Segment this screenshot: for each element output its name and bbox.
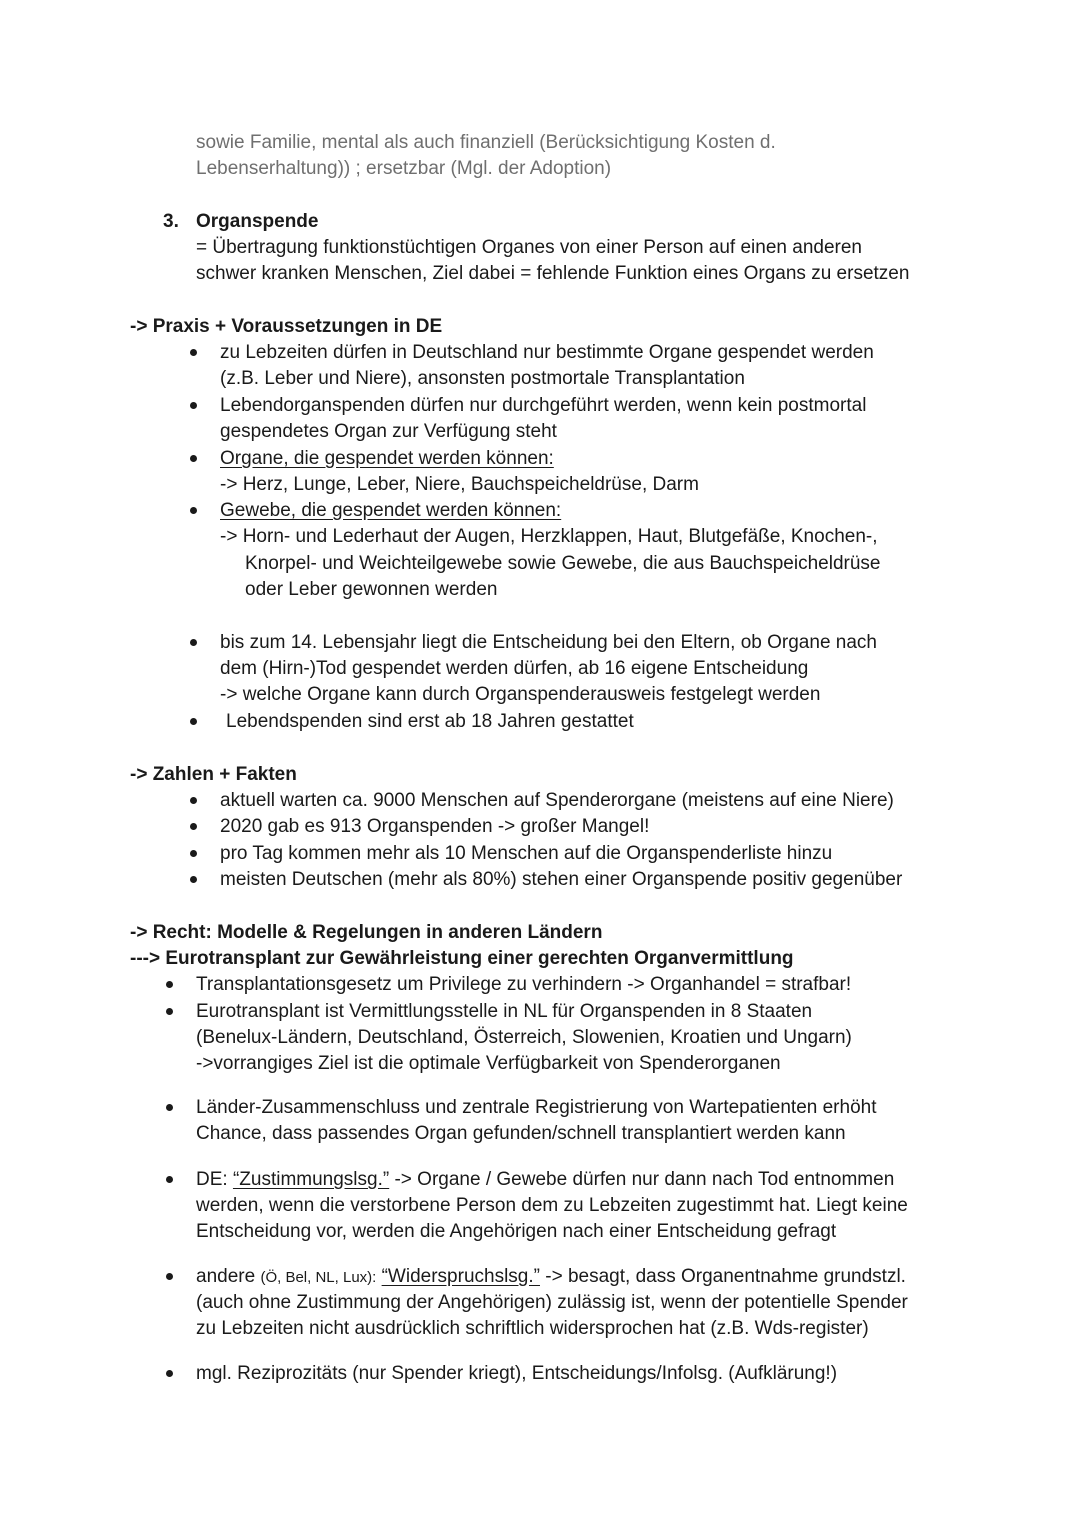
bullet-icon bbox=[190, 455, 197, 462]
section-number: 3. bbox=[163, 211, 179, 232]
list-item-text: -> Organe / Gewebe dürfen nur dann nach Tod entnommen bbox=[389, 1169, 895, 1190]
list-item-continuation: oder Leber gewonnen werden bbox=[245, 579, 498, 600]
definition-line: = Übertragung funktionstüchtigen Organes von einer Person auf einen anderen bbox=[196, 237, 862, 258]
list-item-label: Organe, die gespendet werden können: bbox=[220, 448, 554, 469]
bullet-icon bbox=[166, 1176, 173, 1183]
list-item-continuation: -> welche Organe kann durch Organspenderausweis festgelegt werden bbox=[220, 684, 821, 705]
list-item: zu Lebzeiten dürfen in Deutschland nur bestimmte Organe gespendet werden bbox=[220, 342, 874, 363]
list-item-continuation: gespendetes Organ zur Verfügung steht bbox=[220, 421, 557, 442]
list-item-continuation: -> Horn- und Lederhaut der Augen, Herzklappen, Haut, Blutgefäße, Knochen-, bbox=[220, 526, 878, 547]
recht-subheading: ---> Eurotransplant zur Gewährleistung einer gerechten Organvermittlung bbox=[130, 948, 794, 969]
list-item: Lebendspenden sind erst ab 18 Jahren gestattet bbox=[226, 711, 634, 732]
bullet-icon bbox=[166, 1370, 173, 1377]
recht-heading: -> Recht: Modelle & Regelungen in anderen Ländern bbox=[130, 922, 603, 943]
model-term: “Zustimmungslsg.” bbox=[232, 1169, 390, 1190]
country-prefix: DE: bbox=[196, 1169, 233, 1190]
list-item: aktuell warten ca. 9000 Menschen auf Spenderorgane (meistens auf eine Niere) bbox=[220, 790, 894, 811]
bullet-icon bbox=[190, 507, 197, 514]
bullet-icon bbox=[190, 639, 197, 646]
list-item-continuation: Entscheidung vor, werden die Angehörigen nach einer Entscheidung gefragt bbox=[196, 1221, 837, 1242]
bullet-icon bbox=[190, 823, 197, 830]
list-item-continuation: -> Herz, Lunge, Leber, Niere, Bauchspeicheldrüse, Darm bbox=[220, 474, 699, 495]
bullet-icon bbox=[166, 1008, 173, 1015]
definition-line: schwer kranken Menschen, Ziel dabei = fehlende Funktion eines Organs zu ersetzen bbox=[196, 263, 910, 284]
list-item bbox=[196, 1264, 906, 1291]
bullet-icon bbox=[166, 1104, 173, 1111]
list-item bbox=[196, 1167, 894, 1193]
bullet-icon bbox=[190, 850, 197, 857]
bullet-icon bbox=[190, 402, 197, 409]
zahlen-heading: -> Zahlen + Fakten bbox=[130, 764, 297, 785]
bullet-icon bbox=[166, 1273, 173, 1280]
model-term: “Widerspruchslsg.” bbox=[381, 1266, 540, 1287]
list-item-continuation: Chance, dass passendes Organ gefunden/schnell transplantiert werden kann bbox=[196, 1123, 846, 1144]
list-item: Transplantationsgesetz um Privilege zu verhindern -> Organhandel = strafbar! bbox=[196, 974, 852, 995]
bullet-icon bbox=[190, 718, 197, 725]
list-item: pro Tag kommen mehr als 10 Menschen auf die Organspenderliste hinzu bbox=[220, 843, 833, 864]
list-item-continuation: (Benelux-Ländern, Deutschland, Österreich, Slowenien, Kroatien und Ungarn) bbox=[196, 1027, 852, 1048]
list-item: 2020 gab es 913 Organspenden -> großer Mangel! bbox=[220, 816, 650, 837]
list-item: mgl. Reziprozitäts (nur Spender kriegt), Entscheidungs/Infolsg. (Aufklärung!) bbox=[196, 1363, 838, 1384]
list-item-continuation: werden, wenn die verstorbene Person dem zu Lebzeiten zugestimmt hat. Liegt keine bbox=[196, 1195, 908, 1216]
list-item-continuation: (z.B. Leber und Niere), ansonsten postmortale Transplantation bbox=[220, 368, 745, 389]
list-item-label: Gewebe, die gespendet werden können: bbox=[220, 500, 562, 521]
list-item: Eurotransplant ist Vermittlungsstelle in NL für Organspenden in 8 Staaten bbox=[196, 1001, 813, 1022]
praxis-heading: -> Praxis + Voraussetzungen in DE bbox=[130, 316, 443, 337]
bullet-icon bbox=[190, 876, 197, 883]
list-item: meisten Deutschen (mehr als 80%) stehen einer Organspende positiv gegenüber bbox=[220, 869, 903, 890]
list-item-continuation: Knorpel- und Weichteilgewebe sowie Gewebe, die aus Bauchspeicheldrüse bbox=[245, 553, 881, 574]
bullet-icon bbox=[190, 349, 197, 356]
list-item: Lebendorganspenden dürfen nur durchgeführt werden, wenn kein postmortal bbox=[220, 395, 867, 416]
list-item-text: andere bbox=[196, 1266, 261, 1287]
list-item-continuation: zu Lebzeiten nicht ausdrücklich schriftlich widersprochen hat (z.B. Wds-register) bbox=[196, 1318, 869, 1339]
intro-line: Lebenserhaltung)) ; ersetzbar (Mgl. der Adoption) bbox=[196, 158, 612, 179]
list-item-text: -> besagt, dass Organentnahme grundstzl. bbox=[539, 1266, 906, 1287]
section-title: Organspende bbox=[196, 211, 319, 232]
list-item: Länder-Zusammenschluss und zentrale Registrierung von Wartepatienten erhöht bbox=[196, 1097, 877, 1118]
bullet-icon bbox=[190, 797, 197, 804]
list-item: bis zum 14. Lebensjahr liegt die Entscheidung bei den Eltern, ob Organe nach bbox=[220, 632, 877, 653]
list-item-continuation: dem (Hirn-)Tod gespendet werden dürfen, ab 16 eigene Entscheidung bbox=[220, 658, 809, 679]
intro-line: sowie Familie, mental als auch finanziell (Berücksichtigung Kosten d. bbox=[196, 132, 776, 153]
country-list: (Ö, Bel, NL, Lux): bbox=[260, 1269, 377, 1286]
bullet-icon bbox=[166, 981, 173, 988]
list-item-continuation: ->vorrangiges Ziel ist die optimale Verfügbarkeit von Spenderorganen bbox=[196, 1053, 781, 1074]
list-item-continuation: (auch ohne Zustimmung der Angehörigen) zulässig ist, wenn der potentielle Spender bbox=[196, 1292, 908, 1313]
